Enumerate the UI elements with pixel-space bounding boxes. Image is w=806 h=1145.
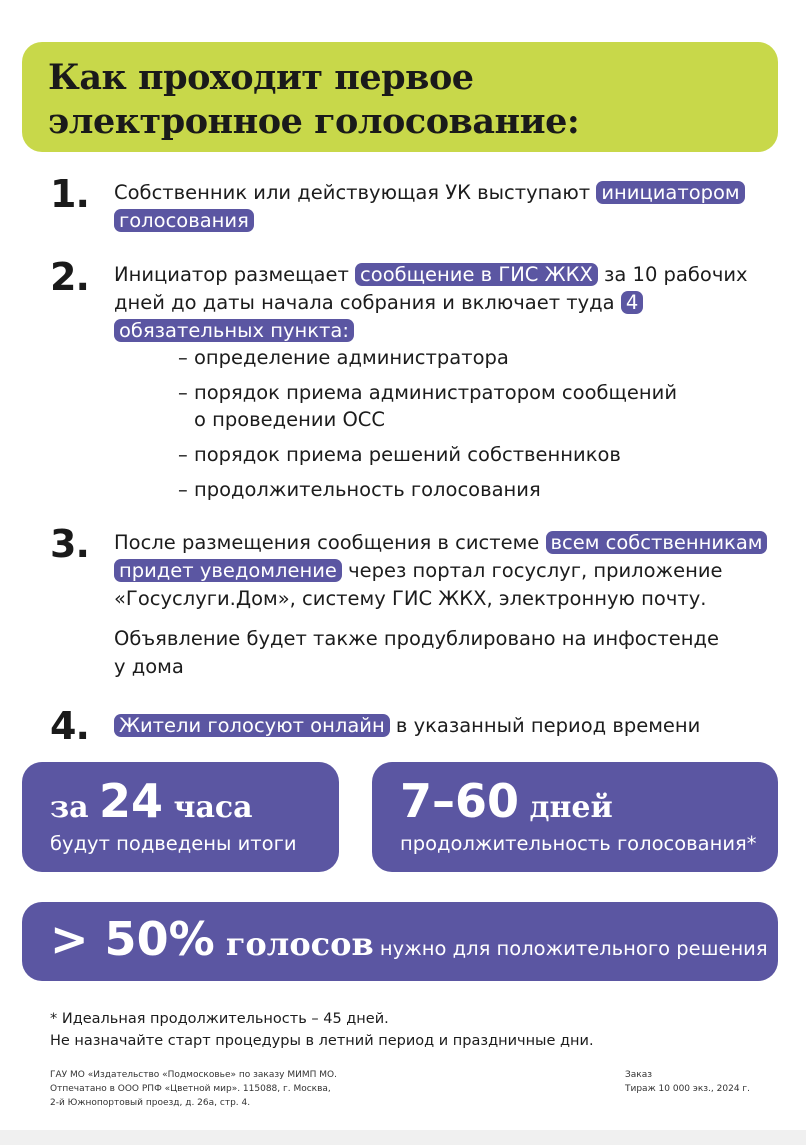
results-number: 24 <box>99 774 164 828</box>
title-line-2: электронное голосование: <box>48 101 580 142</box>
duration-headline <box>400 774 613 828</box>
bottom-strip <box>0 1130 806 1145</box>
duration-card <box>372 762 778 872</box>
imprint-line-2: Отпечатано в ООО РПФ «Цветной мир». 115088, г. Москва, <box>50 1084 331 1094</box>
page-title <box>48 56 768 144</box>
imprint-right <box>625 1068 750 1096</box>
results-card <box>22 762 339 872</box>
imprint-line-1: ГАУ МО «Издательство «Подмосковье» по заказу МИМП МО. <box>50 1070 337 1080</box>
duration-number: 7–60 <box>400 774 520 828</box>
results-prefix: за <box>50 790 100 825</box>
step-4-highlight: Жители голосуют онлайн <box>114 714 390 737</box>
step-2-item-1: – определение администратора <box>178 346 509 369</box>
step-2-item-4: – продолжительность голосования <box>178 478 541 501</box>
results-unit: часа <box>163 790 253 825</box>
step-2-item-2-cont: о проведении ОСС <box>194 408 386 431</box>
imprint-line-3: 2-й Южнопортовый проезд, д. 26а, стр. 4. <box>50 1098 251 1108</box>
step-1-highlight: инициатором голосования <box>114 181 745 232</box>
step-2-number: 2. <box>50 255 89 299</box>
step-2-text-b: за 10 рабочих дней до даты начала собрания и включает туда <box>114 263 748 314</box>
step-2-item-2: – порядок приема администратором сообщений <box>178 381 678 404</box>
step-3-highlight: всем собственникам придет уведомление <box>114 531 767 582</box>
step-2-highlight-a: сообщение в ГИС ЖКХ <box>355 263 598 286</box>
results-headline <box>50 774 253 828</box>
votes-card <box>22 902 778 981</box>
votes-caption: нужно для положительного решения <box>373 937 768 960</box>
footnote-line-2: Не назначайте старт процедуры в летний период и праздничные дни. <box>50 1033 594 1049</box>
votes-headline <box>50 912 768 966</box>
duration-unit: дней <box>519 790 613 825</box>
step-1-number: 1. <box>50 172 89 216</box>
circulation: Тираж 10 000 экз., 2024 г. <box>625 1084 750 1094</box>
step-3-text-a: После размещения сообщения в системе <box>114 531 546 554</box>
step-2-highlight-b: 4 обязательных пункта: <box>114 291 643 342</box>
footnote-line-1: * Идеальная продолжительность – 45 дней. <box>50 1011 389 1027</box>
votes-unit: голосов <box>214 925 374 963</box>
step-1-text <box>114 179 774 235</box>
duration-caption: продолжительность голосования* <box>400 832 757 855</box>
step-3-extra: Объявление будет также продублировано на инфостенде у дома <box>114 627 720 678</box>
title-banner <box>22 42 778 152</box>
step-4-text-b: в указанный период времени <box>389 714 701 737</box>
step-3-number: 3. <box>50 522 89 566</box>
step-2-item-3: – порядок приема решений собственников <box>178 443 621 466</box>
step-4-number: 4. <box>50 704 89 748</box>
results-caption: будут подведены итоги <box>50 832 297 855</box>
step-4-text <box>114 712 774 740</box>
step-3-text <box>114 529 774 613</box>
order-label: Заказ <box>625 1070 653 1080</box>
step-2-text-a: Инициатор размещает <box>114 263 356 286</box>
step-3-text-b: через портал госуслуг, приложение «Госуслуги.Дом», систему ГИС ЖКХ, электронную почту. <box>114 559 723 610</box>
footnote <box>50 1008 594 1052</box>
imprint <box>50 1068 337 1110</box>
title-line-1: Как проходит первое <box>48 57 474 98</box>
step-2-text <box>114 261 774 345</box>
votes-number: > 50% <box>50 912 215 966</box>
step-1-text-a: Собственник или действующая УК выступают <box>114 181 597 204</box>
